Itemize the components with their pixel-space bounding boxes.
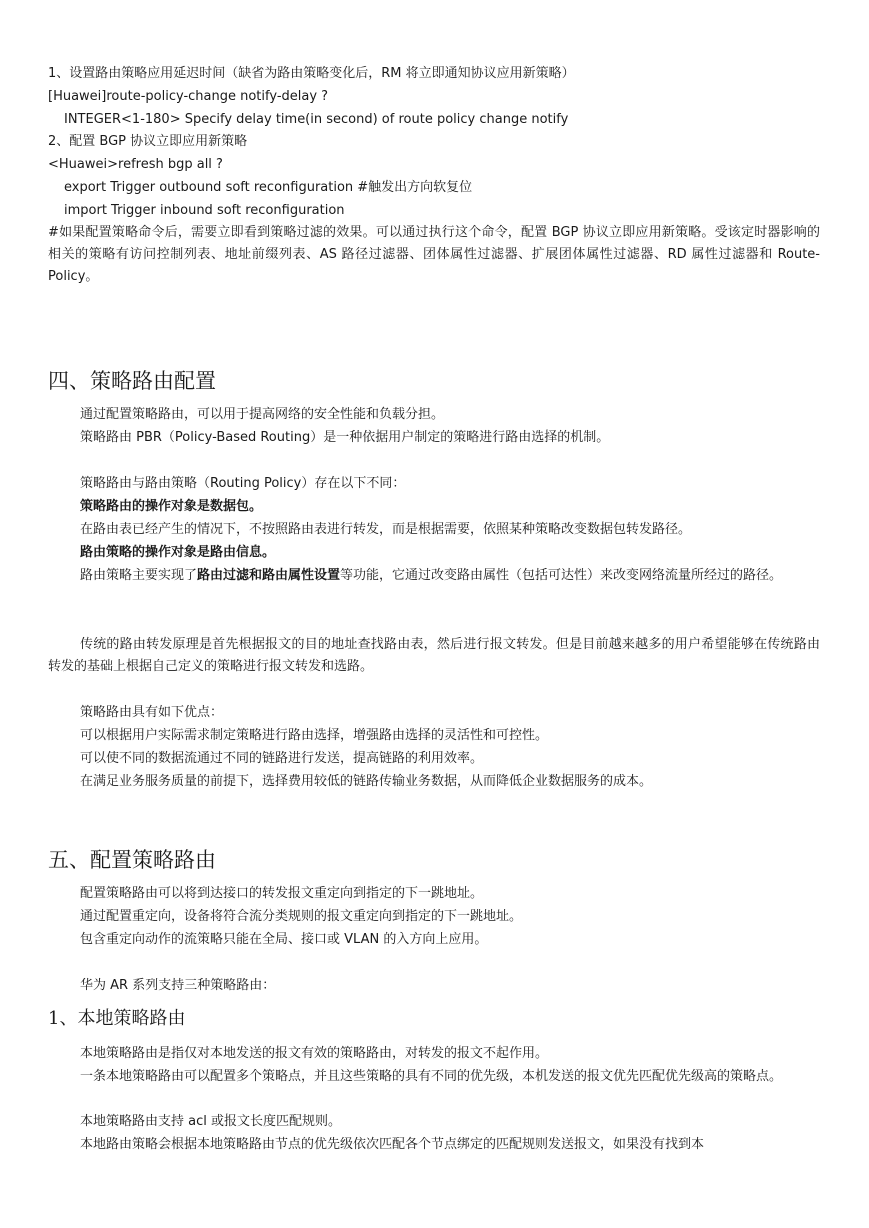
intro-line-7: import Trigger inbound soft reconfiguration (64, 203, 345, 218)
subsection-1-paragraph: 一条本地策略路由可以配置多个策略点，并且这些策略的具有不同的优先级，本机发送的报文优先匹配优先级高的策略点。 (80, 1069, 783, 1084)
intro-line-2: [Huawei]route-policy-change notify-delay ? (48, 89, 329, 104)
para-post: 等功能，它通过改变路由属性（包括可达性）来改变网络流量所经过的路径。 (340, 568, 783, 583)
intro-line-5: <Huawei>refresh bgp all ? (48, 157, 223, 172)
section-4-bold-2: 路由策略的操作对象是路由信息。 (80, 545, 276, 560)
section-4-bold-1: 策略路由的操作对象是数据包。 (80, 499, 263, 514)
section-5-line-2: 通过配置重定向，设备将符合流分类规则的报文重定向到指定的下一跳地址。 (80, 909, 523, 924)
intro-line-4: 2、配置 BGP 协议立即应用新策略 (48, 134, 248, 149)
section-5-line-3: 包含重定向动作的流策略只能在全局、接口或 VLAN 的入方向上应用。 (80, 932, 488, 947)
subsection-1-title: 1、本地策略路由 (48, 1008, 186, 1029)
intro-line-6: export Trigger outbound soft reconfiguration #触发出方向软复位 (64, 180, 473, 195)
section-4-advantage-1: 可以根据用户实际需求制定策略进行路由选择，增强路由选择的灵活性和可控性。 (80, 728, 549, 743)
section-4-paragraph-2: 传统的路由转发原理是首先根据报文的目的地址查找路由表，然后进行报文转发。但是目前越来越多的用户希望能够在传统路由转发的基础上根据自己定义的策略进行报文转发和选路。 (48, 637, 820, 674)
para-pre: 路由策略主要实现了 (80, 568, 198, 583)
subsection-1-line-3: 本地路由策略会根据本地策略路由节点的优先级依次匹配各个节点绑定的匹配规则发送报文，如果没有找到本 (80, 1137, 705, 1152)
section-4-paragraph-1 (48, 565, 820, 587)
intro-paragraph: #如果配置策略命令后，需要立即看到策略过滤的效果。可以通过执行这个命令，配置 BGP 协议立即应用新策略。受该定时器影响的相关的策略有访问控制列表、地址前缀列表、AS 路径过滤器、团体属性过滤器、扩展团体属性过滤器、RD 属性过滤器和 Route-Policy。 (48, 225, 820, 284)
section-4-title: 四、策略路由配置 (48, 369, 216, 393)
subsection-1-line-1: 本地策略路由是指仅对本地发送的报文有效的策略路由，对转发的报文不起作用。 (80, 1046, 549, 1061)
subsection-1-line-2: 本地策略路由支持 acl 或报文长度匹配规则。 (80, 1114, 341, 1129)
para-bold: 路由过滤和路由属性设置 (197, 568, 341, 583)
section-5-title: 五、配置策略路由 (48, 848, 216, 872)
section-4-advantage-2: 可以使不同的数据流通过不同的链路进行发送，提高链路的利用效率。 (80, 751, 484, 766)
section-4-line-1: 通过配置策略路由，可以用于提高网络的安全性能和负载分担。 (80, 407, 445, 422)
section-4-line-4: 在路由表已经产生的情况下，不按照路由表进行转发，而是根据需要，依照某种策略改变数据包转发路径。 (80, 522, 692, 537)
section-5-line-4: 华为 AR 系列支持三种策略路由： (80, 978, 276, 993)
section-4-line-2: 策略路由 PBR（Policy-Based Routing）是一种依据用户制定的策略进行路由选择的机制。 (80, 430, 610, 445)
section-4-line-3: 策略路由与路由策略（Routing Policy）存在以下不同： (80, 476, 406, 491)
section-5-line-1: 配置策略路由可以将到达接口的转发报文重定向到指定的下一跳地址。 (80, 886, 484, 901)
section-4-advantage-3: 在满足业务服务质量的前提下，选择费用较低的链路传输业务数据，从而降低企业数据服务的成本。 (80, 774, 653, 789)
section-4-advantages-heading: 策略路由具有如下优点： (80, 705, 224, 720)
intro-line-3: INTEGER<1-180> Specify delay time(in second) of route policy change notify (64, 112, 569, 127)
intro-line-1: 1、设置路由策略应用延迟时间（缺省为路由策略变化后，RM 将立即通知协议应用新策略） (48, 66, 575, 81)
